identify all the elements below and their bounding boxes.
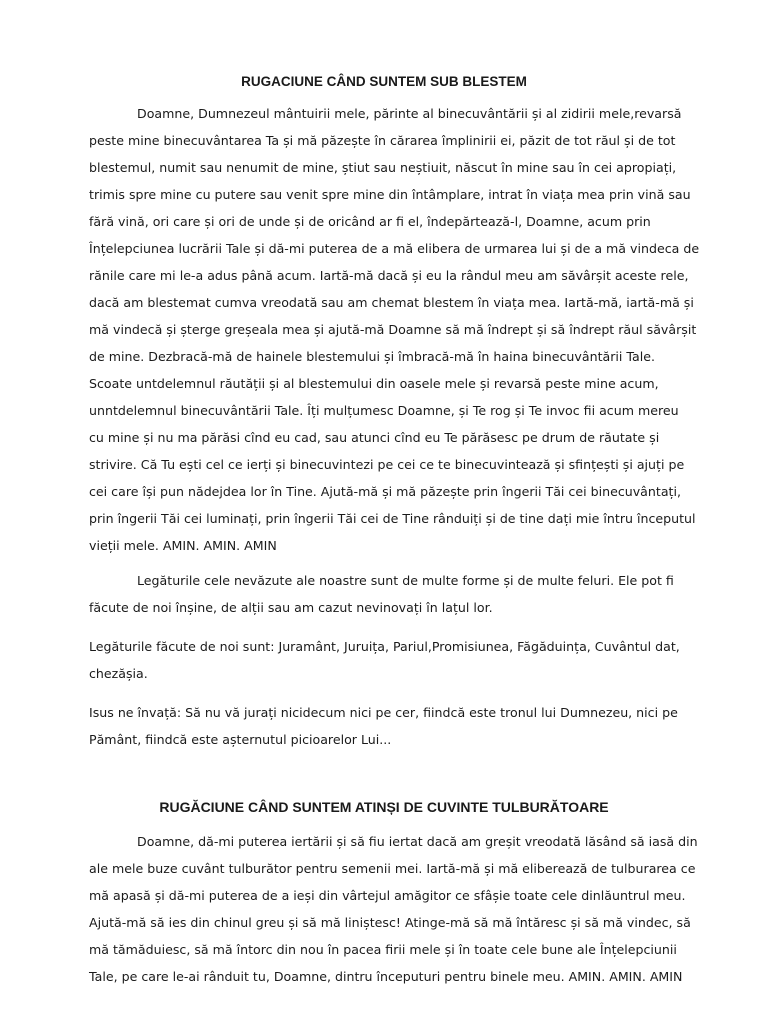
title-blestem: RUGACIUNE CÂND SUNTEM SUB BLESTEM [241,74,527,89]
text-line: peste mine binecuvântarea Ta și mă păzește în cărarea împlinirii ei, păzit de tot răul și de tot [89,133,676,148]
text-line: Pământ, fiindcă este așternutul picioarelor Lui... [89,732,392,747]
text-line: Legăturile făcute de noi sunt: Juramânt, Juruița, Pariul,Promisiunea, Făgăduința, Cuvântul dat, [89,639,680,654]
text-line: Scoate untdelemnul răutății și al blestemului din oasele mele și revarsă peste mine acum, [89,376,659,391]
text-line: de mine. Dezbracă-mă de hainele blestemului și îmbracă-mă în haina binecuvântării Tale. [89,349,655,364]
text-line: mă tămăduiesc, să mă întorc din nou în pacea firii mele și în toate cele bune ale Înțelepciunii [89,942,677,957]
prayer-tulburare-paragraph [89,828,709,990]
text-line: Înțelepciunea lucrării Tale și dă-mi puterea de a mă elibera de urmarea lui și de a mă vindeca de [89,241,700,256]
text-line: fără vină, ori care și ori de unde și de oricând ar fi el, îndepărtează-l, Doamne, acum prin [89,214,651,229]
text-line: Legăturile cele nevăzute ale noastre sunt de multe forme și de multe feluri. Ele pot fi [137,573,674,588]
text-line: ale mele buze cuvânt tulburător pentru semenii mei. Iartă-mă și mă eliberează de tulburarea ce [89,861,696,876]
text-line: dacă am blestemat cumva vreodată sau am chemat blestem în viața mea. Iartă-mă, iartă-mă și [89,295,694,310]
title-cuvinte-tulburatoare: RUGĂCIUNE CÂND SUNTEM ATINȘI DE CUVINTE TULBURĂTOARE [159,799,609,815]
text-line: cu mine și nu ma părăsi cînd eu cad, sau atunci cînd eu Te părăsesc pe drum de răutate și [89,430,660,445]
legaturi-list-paragraph [89,633,709,687]
text-line: mă apasă și dă-mi puterea de a ieși din vârtejul amăgitor ce sfâșie toate cele dinlăuntrul meu. [89,888,686,903]
isus-quote-paragraph [89,699,709,753]
text-line: rănile care mi le-a adus până acum. Iartă-mă dacă și eu la rândul meu am săvârșit aceste rele, [89,268,689,283]
text-line: unntdelemnul binecuvântării Tale. Îți mulțumesc Doamne, și Te rog și Te invoc fii acum mereu [89,403,679,418]
text-line: Ajută-mă să ies din chinul greu și să mă liniștesc! Atinge-mă să mă întăresc și să mă vindec, să [89,915,691,930]
text-line: cei care își pun nădejdea lor în Tine. Ajută-mă și mă păzește prin îngerii Tăi cei binecuvântați, [89,484,681,499]
text-line: mă vindecă și șterge greșeala mea și ajută-mă Doamne să mă îndrept și să îndrept răul săvârșit [89,322,697,337]
text-line: prin îngerii Tăi cei luminați, prin îngerii Tăi cei de Tine rânduiți și de tine dați mie întru începutul [89,511,696,526]
text-line: strivire. Că Tu ești cel ce ierți și binecuvintezi pe cei ce te binecuvintează și sfințești și ajuți pe [89,457,685,472]
text-line: blestemul, numit sau nenumit de mine, știut sau neștiuit, născut în mine sau în cei apropiați, [89,160,677,175]
text-line: Doamne, dă-mi puterea iertării și să fiu iertat dacă am greșit vreodată lăsând să iasă din [137,834,698,849]
text-line: Isus ne învață: Să nu vă jurați nicidecum nici pe cer, fiindcă este tronul lui Dumnezeu, nici pe [89,705,678,720]
text-line: vieții mele. AMIN. AMIN. AMIN [89,538,277,553]
text-line: Tale, pe care le-ai rânduit tu, Doamne, dintru începuturi pentru binele meu. AMIN. AMIN. AMIN [89,969,683,984]
prayer-blestem-paragraph [89,100,709,559]
text-line: trimis spre mine cu putere sau venit spre mine din întâmplare, intrat în viața mea prin vină sau [89,187,691,202]
text-line: chezășia. [89,666,148,681]
text-line: Doamne, Dumnezeul mântuirii mele, părinte al binecuvântării și al zidirii mele,revarsă [137,106,682,121]
text-line: făcute de noi înșine, de alții sau am cazut nevinovați în lațul lor. [89,600,493,615]
legaturi-paragraph [89,567,709,621]
